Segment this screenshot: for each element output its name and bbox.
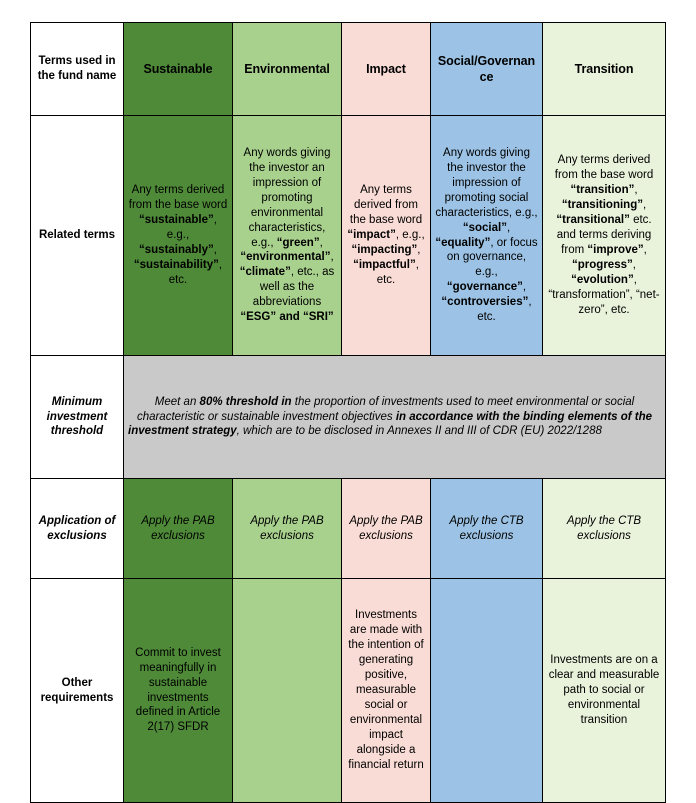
table-row-other-requirements <box>31 579 666 803</box>
row-label-minimum-investment-threshold: Minimum investment threshold <box>31 356 124 479</box>
row-label-application-of-exclusions: Application of exclusions <box>31 479 124 579</box>
column-header-impact: Impact <box>342 23 431 116</box>
cell-related-terms-impact: Any terms derived from the base word “impact”, e.g., “impacting”, “impactful”, etc. <box>342 116 431 356</box>
cell-other-requirements-social-governance <box>431 579 543 803</box>
table-header-row <box>31 23 666 116</box>
table-row-related-terms <box>31 116 666 356</box>
cell-exclusions-environmental: Apply the PAB exclusions <box>233 479 342 579</box>
table-row-application-of-exclusions <box>31 479 666 579</box>
fund-naming-requirements-table <box>30 22 666 803</box>
cell-other-requirements-sustainable: Commit to invest meaningfully in sustainable investments defined in Article 2(17) SFDR <box>124 579 233 803</box>
cell-related-terms-sustainable: Any terms derived from the base word “sustainable”, e.g., “sustainably”, “sustainability”, etc. <box>124 116 233 356</box>
cell-other-requirements-environmental <box>233 579 342 803</box>
row-label-other-requirements: Other requirements <box>31 579 124 803</box>
column-header-transition: Transition <box>543 23 666 116</box>
cell-other-requirements-impact: Investments are made with the intention of generating positive, measurable social or environmental impact alongside a financial return <box>342 579 431 803</box>
cell-minimum-investment-threshold: Meet an 80% threshold in the proportion of investments used to meet environmental or social characteristic or sustainable investment objectives in accordance with the binding elements of the investment strategy, which are to be disclosed in Annexes II and III of CDR (EU) 2022/1288 <box>124 356 666 479</box>
cell-related-terms-transition: Any terms derived from the base word “transition”, “transitioning”, “transitional” etc. and terms deriving from “improve”, “progress”, “evolution”, “transformation”, “net-zero”, etc. <box>543 116 666 356</box>
cell-exclusions-transition: Apply the CTB exclusions <box>543 479 666 579</box>
table-row-minimum-investment-threshold <box>31 356 666 479</box>
cell-other-requirements-transition: Investments are on a clear and measurable path to social or environmental transition <box>543 579 666 803</box>
column-header-environmental: Environmental <box>233 23 342 116</box>
row-label-fund-name-terms: Terms used in the fund name <box>31 23 124 116</box>
cell-exclusions-impact: Apply the PAB exclusions <box>342 479 431 579</box>
cell-related-terms-environmental: Any words giving the investor an impression of promoting environmental characteristics, e.g., “green”, “environmental”, “climate”, etc., as well as the abbreviations “ESG” and “SRI” <box>233 116 342 356</box>
column-header-sustainable: Sustainable <box>124 23 233 116</box>
column-header-social-governance: Social/Governance <box>431 23 543 116</box>
row-label-related-terms: Related terms <box>31 116 124 356</box>
cell-exclusions-sustainable: Apply the PAB exclusions <box>124 479 233 579</box>
cell-exclusions-social-governance: Apply the CTB exclusions <box>431 479 543 579</box>
cell-related-terms-social-governance: Any words giving the investor the impression of promoting social characteristics, e.g., “social”, “equality”, or focus on governance, e.g., “governance”, “controversies”, etc. <box>431 116 543 356</box>
